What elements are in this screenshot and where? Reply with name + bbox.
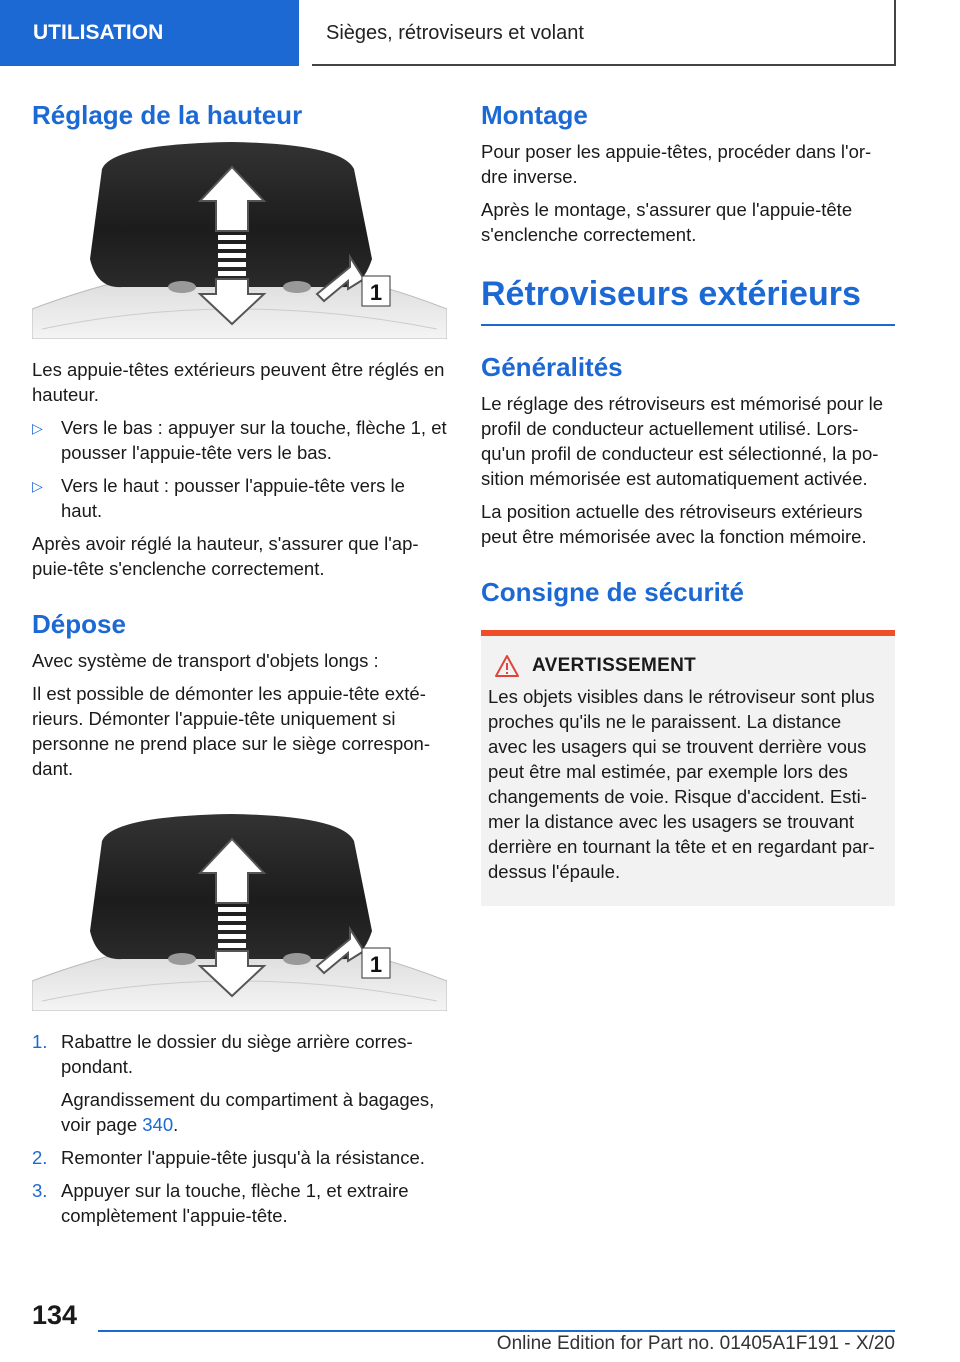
- height-after: Après avoir réglé la hauteur, s'assurer que l'ap-puie-tête s'enclenche correctement.: [32, 533, 419, 579]
- depose-p2: Il est possible de démonter les appuie-tête exté-rieurs. Démonter l'appuie-tête uniquement si personne ne prend place sur le siège correspon-dant.: [32, 683, 430, 779]
- step-number: 2.: [32, 1147, 48, 1168]
- step-item: 2. Remonter l'appuie-tête jusqu'à la résistance.: [32, 1147, 425, 1168]
- footer-edition: Online Edition for Part no. 01405A1F191 - X/20: [496, 1333, 895, 1354]
- headrest-removal-illustration: [32, 811, 447, 1011]
- figure-callout-1: 1: [369, 952, 383, 977]
- section-title-general: Généralités: [481, 352, 623, 382]
- montage-p1: Pour poser les appuie-têtes, procéder dans l'or-dre inverse.: [481, 141, 872, 187]
- page-number: 134: [32, 1300, 78, 1330]
- warning-label: AVERTISSEMENT: [532, 655, 697, 676]
- step-item: 1. Rabattre le dossier du siège arrière corres-pondant. Agrandissement du compartiment à bagages, voir page 340.: [32, 1031, 435, 1135]
- step-number: 3.: [32, 1180, 48, 1201]
- page-link[interactable]: 340: [142, 1114, 174, 1135]
- step-number: 1.: [32, 1031, 48, 1052]
- list-item: ▷ Vers le haut : pousser l'appuie-tête vers le haut.: [32, 475, 405, 521]
- height-list: [32, 415, 447, 523]
- section-title-safety: Consigne de sécurité: [481, 577, 895, 636]
- page-header: [0, 0, 960, 66]
- general-p2: La position actuelle des rétroviseurs extérieurs peut être mémorisée avec la fonction mémoire.: [481, 501, 867, 547]
- warning-text: Les objets visibles dans le rétroviseur sont plus proches qu'ils ne le paraissent. La distance avec les usagers qui se trouvent derrière vous peut être mal estimée, par exemple lors des changements de voie. Risque d'accident. Esti-mer la distance avec les usagers se trouvant derrière en tournant la tête et en regardant par-dessus l'épaule.: [488, 686, 875, 882]
- depose-p1: Avec système de transport d'objets longs :: [32, 650, 379, 671]
- triangle-bullet-icon: ▷: [32, 478, 43, 494]
- section-tab: UTILISATION: [0, 0, 299, 66]
- section-title-height: Réglage de la hauteur: [32, 100, 303, 130]
- section-title-depose: Dépose: [32, 609, 126, 639]
- height-intro: Les appuie-têtes extérieurs peuvent être réglés en hauteur.: [32, 359, 445, 405]
- step-item: 3. Appuyer sur la touche, flèche 1, et extraire complètement l'appuie-tête.: [32, 1180, 409, 1226]
- removal-steps: [32, 1029, 447, 1228]
- triangle-bullet-icon: ▷: [32, 420, 43, 436]
- section-title-montage: Montage: [481, 100, 588, 130]
- chapter-title: Rétroviseurs extérieurs: [481, 275, 895, 326]
- chapter-header-title: Sièges, rétroviseurs et volant: [312, 0, 896, 66]
- figure-callout-1: 1: [369, 280, 383, 305]
- montage-p2: Après le montage, s'assurer que l'appuie-tête s'enclenche correctement.: [481, 199, 853, 245]
- left-column: [32, 100, 447, 1236]
- warning-box: [481, 636, 895, 906]
- footer-divider: [98, 1330, 895, 1332]
- right-column: [481, 100, 895, 906]
- general-p1: Le réglage des rétroviseurs est mémorisé pour le profil de conducteur actuellement utilisé. Lors-qu'un profil de conducteur est sélectionné, la po-sition mémorisée est automatiquement activée.: [481, 393, 884, 489]
- list-item: ▷ Vers le bas : appuyer sur la touche, flèche 1, et pousser l'appuie-tête vers le bas.: [32, 417, 447, 463]
- warning-triangle-icon: [494, 654, 520, 678]
- headrest-height-illustration: [32, 139, 447, 339]
